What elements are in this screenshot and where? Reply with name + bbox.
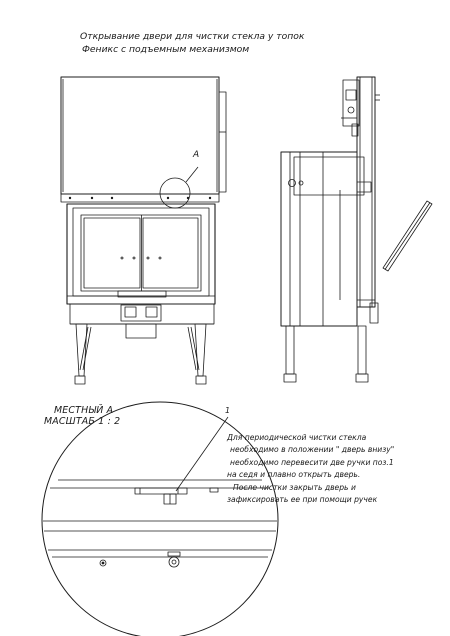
instruction-line: Для периодической чистки стекла	[227, 433, 367, 442]
callout-a-label: А	[193, 150, 200, 160]
instruction-line: на седя и плавно открыть дверь.	[227, 470, 361, 480]
detail-title	[44, 405, 120, 427]
instruction-line: После чистки закрыть дверь и	[233, 482, 356, 492]
title-line-1: Открывание двери для чистки стекла у топок	[80, 31, 305, 42]
instruction-line: необходимо в положении " дверь внизу"	[230, 445, 395, 455]
callout-item-1-label: 1	[225, 406, 231, 415]
title-line-2: Феникс с подъемным механизмом	[82, 44, 250, 55]
instruction-line: необходимо перевесити две ручки поз.1	[230, 457, 394, 467]
detail-title-line-2: МАСШТАБ 1 : 2	[44, 416, 121, 427]
detail-title-line-1: МЕСТНЫЙ А	[54, 405, 114, 416]
instruction-line: зафиксировать ее при помощи ручек	[227, 495, 378, 505]
instructions-note	[227, 432, 394, 506]
front-view	[61, 77, 226, 384]
side-view	[281, 77, 432, 382]
